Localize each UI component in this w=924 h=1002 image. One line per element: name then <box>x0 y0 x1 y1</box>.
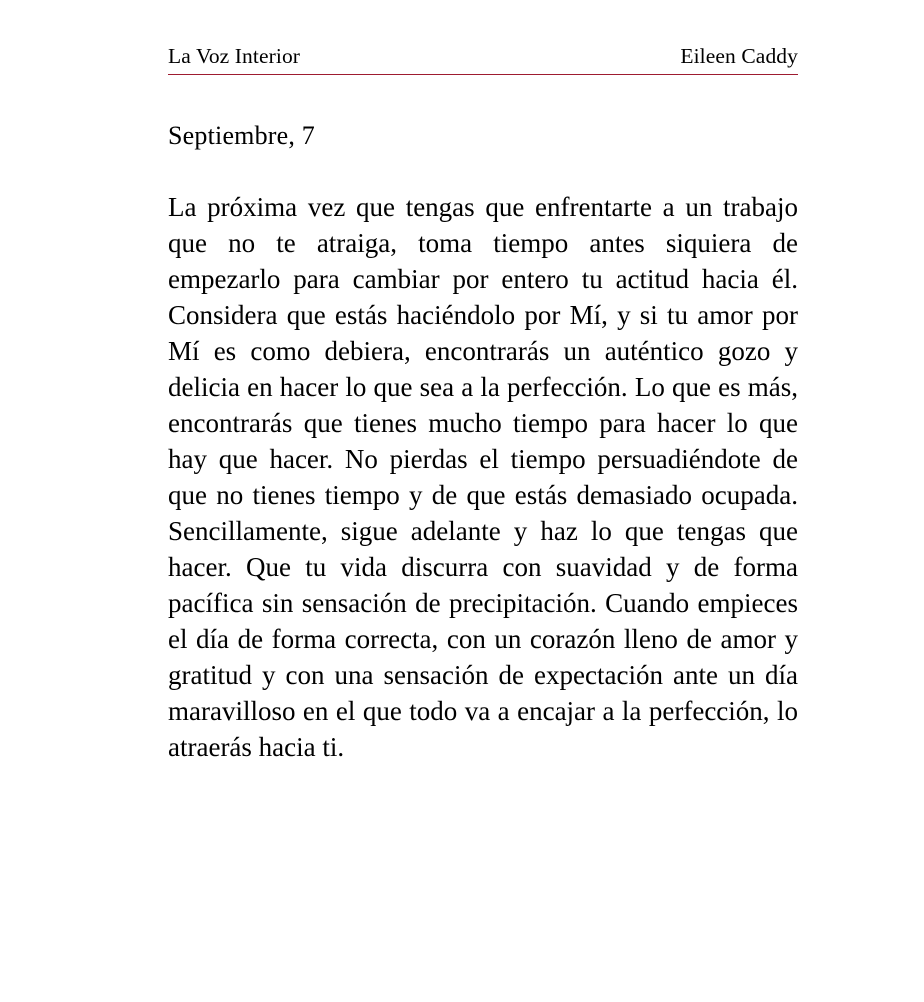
author-name: Eileen Caddy <box>680 44 798 68</box>
page-content <box>168 0 798 765</box>
running-header <box>168 0 798 75</box>
entry-body-paragraph: La próxima vez que tengas que enfrentarte a un trabajo que no te atraiga, toma tiempo antes siquiera de empezarlo para cambiar por entero tu actitud hacia él. Considera que estás haciéndolo por Mí, y si tu amor por Mí es como debiera, encontrarás un auténtico gozo y delicia en hacer lo que sea a la perfección. Lo que es más, encontrarás que tienes mucho tiempo para hacer lo que hay que hacer. No pierdas el tiempo persuadiéndote de que no tienes tiempo y de que estás demasiado ocupada. Sencillamente, sigue adelante y haz lo que tengas que hacer. Que tu vida discurra con suavidad y de forma pacífica sin sensación de precipitación. Cuando empieces el día de forma correcta, con un corazón lleno de amor y gratitud y con una sensación de expectación ante un día maravilloso en el que todo va a encajar a la perfección, lo atraerás hacia ti. <box>168 192 798 762</box>
book-title: La Voz Interior <box>168 44 301 68</box>
entry-date-heading: Septiembre, 7 <box>168 121 316 150</box>
